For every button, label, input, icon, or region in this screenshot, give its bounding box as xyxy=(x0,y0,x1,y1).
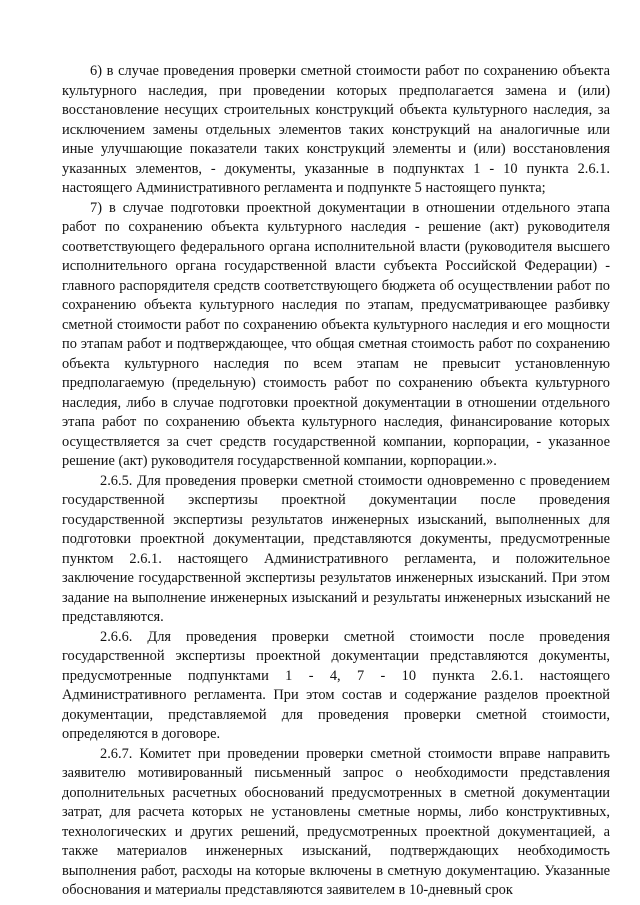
paragraph-2-6-7: 2.6.7. Комитет при проведении проверки сметной стоимости вправе направить заявителю мотивированный письменный запрос о необходимости представления дополнительных расчетных обоснований предусмотренных в сметной документации затрат, для расчета которых не установлены сметные нормы, либо конструктивных, технологических и других решений, предусмотренных проектной документацией, а также материалов инженерных изысканий, подтверждающих необходимость выполнения работ, расходы на которые включены в сметную документацию. Указанные обоснования и материалы представляются заявителем в 10-дневный срок xyxy=(62,745,610,898)
paragraph-2-6-5: 2.6.5. Для проведения проверки сметной стоимости одновременно с проведением государственной экспертизы проектной документации после проведения государственной экспертизы результатов инженерных изысканий, выполненных для подготовки проектной документации, представляются документы, предусмотренные пунктом 2.6.1. настоящего Административного регламента, и положительное заключение государственной экспертизы результатов инженерных изысканий. При этом задание на выполнение инженерных изысканий и результаты инженерных изысканий не представляются. xyxy=(62,472,610,625)
paragraph-2-6-6: 2.6.6. Для проведения проверки сметной стоимости после проведения государственной экспертизы проектной документации представляются документы, предусмотренные подпунктами 1 - 4, 7 - 10 пункта 2.6.1. настоящего Административного регламента. При этом состав и содержание разделов проектной документации, представляемой для проведения проверки сметной стоимости, определяются в договоре. xyxy=(62,628,610,742)
paragraph-item-6: 6) в случае проведения проверки сметной стоимости работ по сохранению объекта культурного наследия, при проведении которых предполагается замена и (или) восстановление несущих строительных конструкций объекта культурного наследия, за исключением замены отдельных элементов таких конструкций на аналогичные или иные улучшающие показатели таких конструкций элементы и (или) восстановления указанных элементов, - документы, указанные в подпунктах 1 - 10 пункта 2.6.1. настоящего Административного регламента и подпункте 5 настоящего пункта; xyxy=(62,63,610,196)
paragraph-item-7: 7) в случае подготовки проектной документации в отношении отдельного этапа работ по сохранению объекта культурного наследия - решение (акт) руководителя соответствующего федерального органа исполнительной власти (руководителя высшего исполнительного органа государственной власти субъекта Российской Федерации) - главного распорядителя средств соответствующего бюджета об осуществлении работ по сохранению объекта культурного наследия по этапам, предусматривающее разбивку сметной стоимости работ по сохранению объекта культурного наследия и его мощности по этапам работ и подтверждающее, что общая сметная стоимость работ по сохранению объекта культурного наследия по всем этапам не превысит установленную предполагаемую (предельную) стоимость работ по сохранению объекта культурного наследия, либо в случае подготовки проектной документации в отношении отдельного этапа работ по сохранению объекта культурного наследия, финансирование которых осуществляется за счет средств государственной компании, корпорации, - указанное решение (акт) руководителя государственной компании, корпорации.». xyxy=(62,199,610,469)
